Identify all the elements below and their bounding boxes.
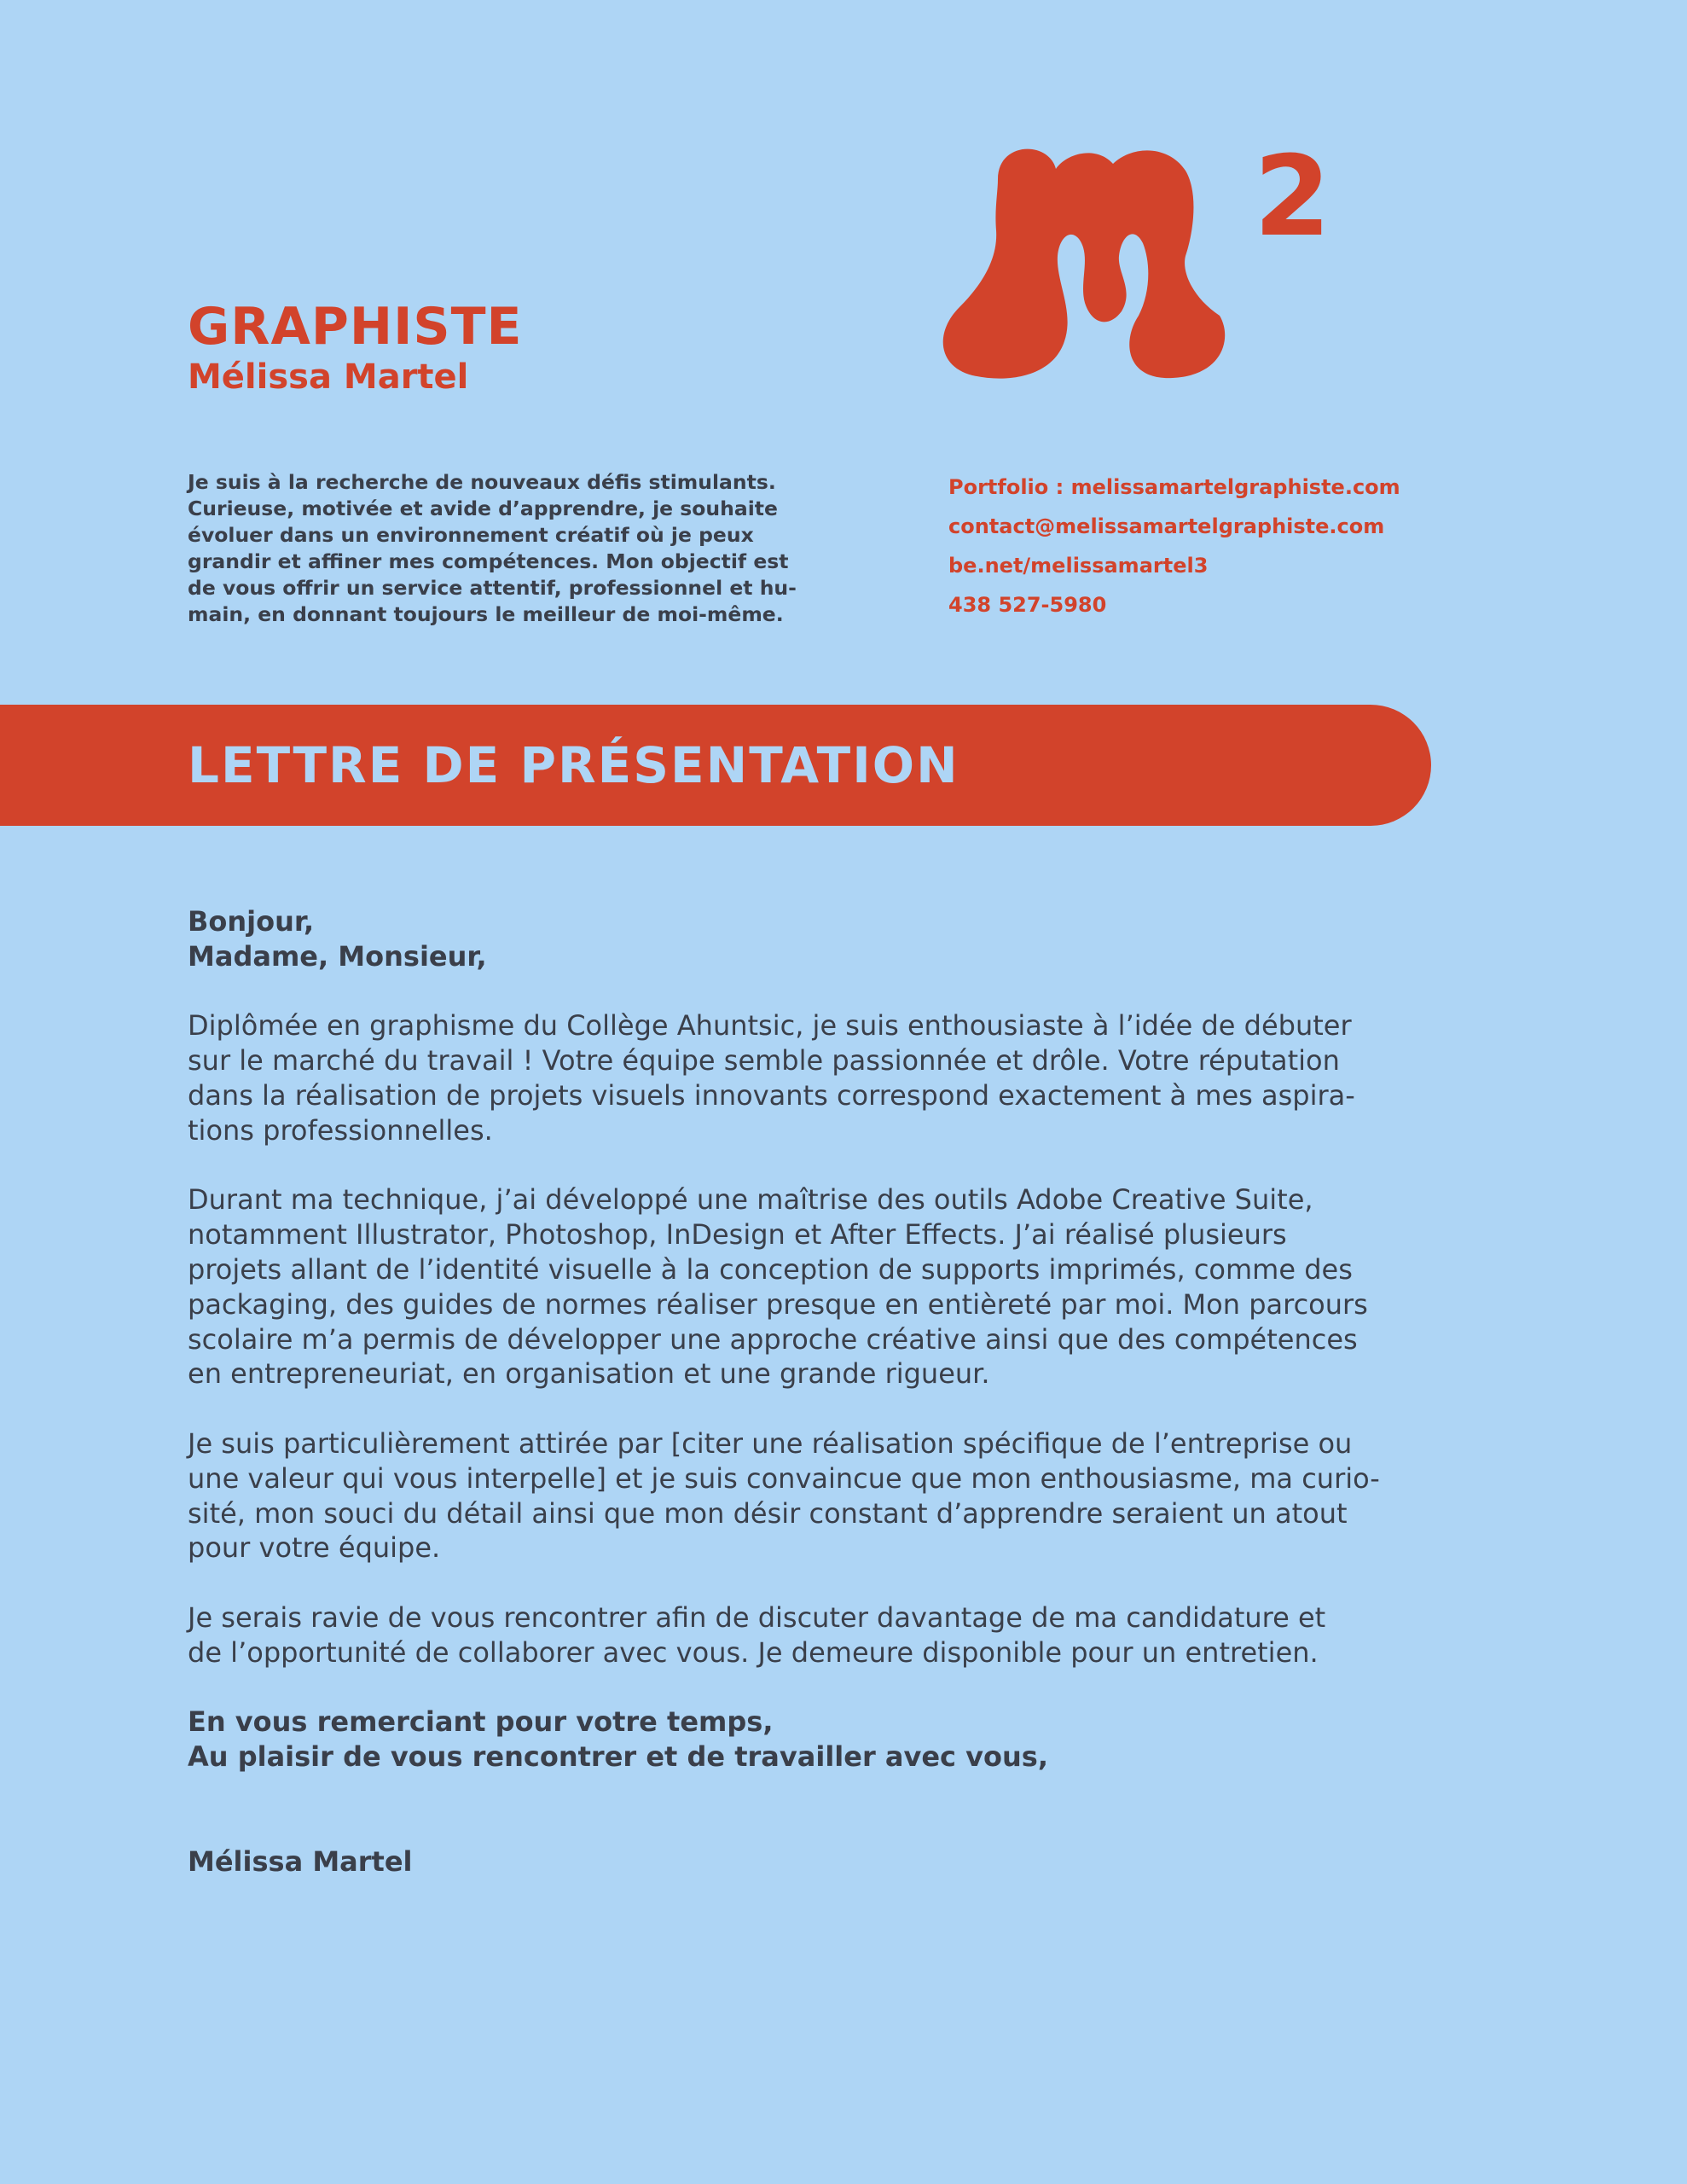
banner-title: LETTRE DE PRÉSENTATION xyxy=(188,736,959,794)
letter-body xyxy=(188,904,1407,1914)
logo-superscript: 2 xyxy=(1254,131,1331,261)
paragraph-line: packaging, des guides de normes réaliser presque en entièreté par moi. Mon parcours xyxy=(188,1287,1368,1321)
paragraph-line: Je suis particulièrement attirée par [citer une réalisation spécifique de l’entreprise ou xyxy=(188,1426,1353,1460)
intro-line: main, en donnant toujours le meilleur de moi-même. xyxy=(188,602,784,626)
paragraph-line: scolaire m’a permis de développer une approche créative ainsi que des compétences xyxy=(188,1322,1358,1356)
section-banner xyxy=(0,705,1431,826)
paragraph-line: de l’opportunité de collaborer avec vous. Je demeure disponible pour un entretien. xyxy=(188,1635,1319,1669)
paragraph-line: projets allant de l’identité visuelle à la conception de supports imprimés, comme des xyxy=(188,1252,1353,1286)
greeting-line: Bonjour, xyxy=(188,905,315,938)
intro-line: grandir et affiner mes compétences. Mon objectif est xyxy=(188,549,789,573)
closing-line: Au plaisir de vous rencontrer et de travailler avec vous, xyxy=(188,1740,1048,1774)
paragraph-line: Durant ma technique, j’ai développé une maîtrise des outils Adobe Creative Suite, xyxy=(188,1183,1313,1217)
closing-line: En vous remerciant pour votre temps, xyxy=(188,1705,774,1739)
header-title-block xyxy=(188,297,802,398)
paragraph-line: Diplômée en graphisme du Collège Ahuntsic, je suis enthousiaste à l’idée de débuter xyxy=(188,1009,1352,1043)
email-link[interactable]: contact@melissamartelgraphiste.com xyxy=(948,514,1385,538)
paragraph-line: notamment Illustrator, Photoshop, InDesign et After Effects. J’ai réalisé plusieurs xyxy=(188,1218,1287,1252)
signature xyxy=(188,1844,1407,1879)
intro-line: de vous offrir un service attentif, professionnel et hu- xyxy=(188,576,797,600)
paragraph-line: pour votre équipe. xyxy=(188,1531,441,1565)
letter-paragraph-3 xyxy=(188,1426,1407,1565)
greeting-line: Madame, Monsieur, xyxy=(188,939,487,973)
letter-paragraph-1 xyxy=(188,1008,1407,1147)
phone-number: 438 527-5980 xyxy=(948,593,1107,617)
paragraph-line: tions professionnelles. xyxy=(188,1113,493,1147)
paragraph-line: en entrepreneuriat, en organisation et une grande rigueur. xyxy=(188,1357,990,1391)
greeting xyxy=(188,904,1407,974)
paragraph-line: sur le marché du travail ! Votre équipe semble passionnée et drôle. Votre réputation xyxy=(188,1044,1340,1077)
paragraph-line: dans la réalisation de projets visuels innovants correspond exactement à mes aspira- xyxy=(188,1078,1355,1112)
contact-list xyxy=(948,468,1562,624)
paragraph-line: Je serais ravie de vous rencontrer afin de discuter davantage de ma candidature et xyxy=(188,1600,1326,1634)
job-title: GRAPHISTE xyxy=(188,297,523,357)
intro-line: évoluer dans un environnement créatif où je peux xyxy=(188,523,754,547)
intro-paragraph xyxy=(188,469,802,628)
signature-name: Mélissa Martel xyxy=(188,1844,413,1878)
paragraph-line: une valeur qui vous interpelle] et je suis convaincue que mon enthousiasme, ma curio- xyxy=(188,1461,1380,1495)
letter-paragraph-4 xyxy=(188,1600,1407,1670)
intro-line: Curieuse, motivée et avide d’apprendre, je souhaite xyxy=(188,497,778,520)
paragraph-line: sité, mon souci du détail ainsi que mon désir constant d’apprendre seraient un atout xyxy=(188,1496,1348,1530)
header-name: Mélissa Martel xyxy=(188,357,469,397)
letter-paragraph-2 xyxy=(188,1182,1407,1391)
intro-line: Je suis à la recherche de nouveaux défis stimulants. xyxy=(188,470,776,494)
m2-logo xyxy=(938,128,1348,401)
portfolio-link[interactable]: Portfolio : melissamartelgraphiste.com xyxy=(948,475,1400,499)
closing xyxy=(188,1705,1407,1774)
behance-link[interactable]: be.net/melissamartel3 xyxy=(948,554,1209,578)
